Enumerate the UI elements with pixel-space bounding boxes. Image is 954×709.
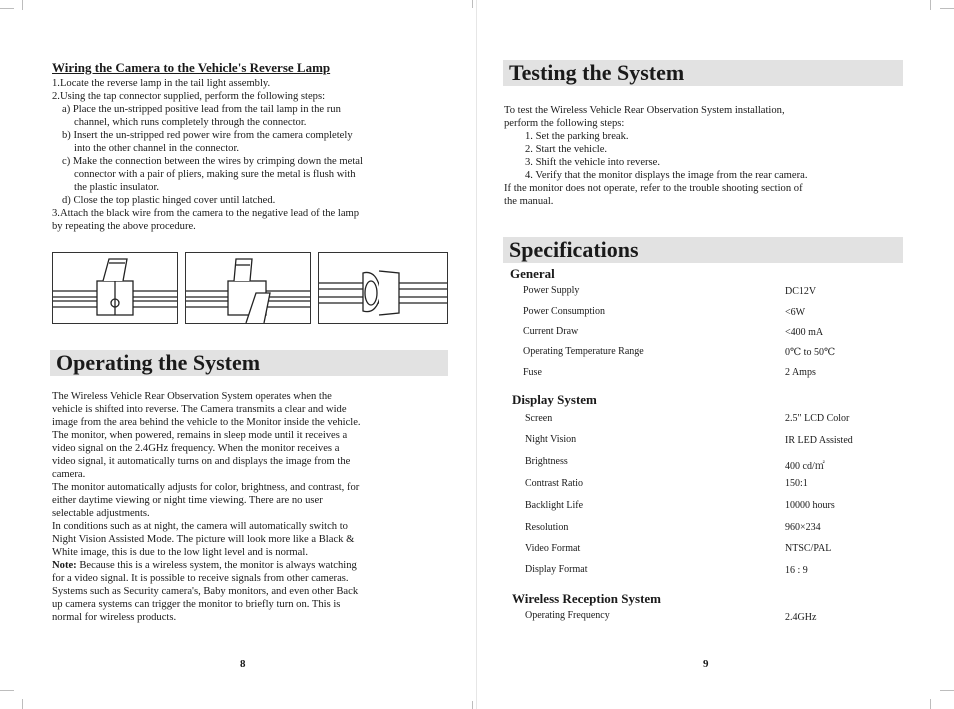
- operating-line: video signal on the 2.4GHz frequency. When the monitor receives a: [52, 443, 340, 454]
- wiring-line: 1.Locate the reverse lamp in the tail light assembly.: [52, 78, 271, 89]
- spec-label: Night Vision: [525, 434, 577, 445]
- spec-label: Backlight Life: [525, 500, 584, 511]
- spec-label: Power Supply: [523, 285, 580, 296]
- spec-label: Contrast Ratio: [525, 478, 584, 489]
- testing-line: To test the Wireless Vehicle Rear Observation System installation,: [504, 105, 785, 116]
- operating-line: In conditions such as at night, the camera will automatically switch to: [52, 521, 348, 532]
- page-number: 8: [240, 658, 246, 670]
- spec-label: Current Draw: [523, 326, 579, 337]
- spec-value: <400 mA: [785, 327, 824, 338]
- spec-label: Operating Frequency: [525, 610, 610, 621]
- spec-label: Power Consumption: [523, 306, 605, 317]
- specifications-title: Specifications: [509, 237, 639, 262]
- note-line: Systems such as Security camera's, Baby monitors, and even other Back: [52, 586, 359, 597]
- wiring-line: c) Make the connection between the wires by crimping down the metal: [62, 156, 363, 167]
- spec-value: DC12V: [785, 286, 817, 297]
- operating-header-bar: [50, 350, 448, 376]
- note-line: up camera systems can trigger the monitor to briefly turn on. This is: [52, 599, 341, 610]
- spec-value: 16 : 9: [785, 565, 808, 576]
- spec-label: Video Format: [525, 543, 581, 554]
- wiring-line: 2.Using the tap connector supplied, perform the following steps:: [52, 91, 326, 102]
- testing-header-bar: [503, 60, 903, 86]
- wireless-reception-heading: Wireless Reception System: [512, 591, 661, 606]
- general-heading: General: [510, 266, 555, 281]
- spec-label: Display Format: [525, 564, 588, 575]
- operating-title: Operating the System: [56, 350, 261, 375]
- spec-label: Screen: [525, 413, 553, 424]
- wiring-line: connector with a pair of pliers, making sure the metal is flush with: [74, 169, 356, 180]
- display-system-heading: Display System: [512, 392, 597, 407]
- spec-value: <6W: [785, 307, 806, 318]
- wiring-line: channel, which runs completely through the connector.: [74, 117, 307, 128]
- spec-label: Fuse: [523, 367, 542, 378]
- spec-value: NTSC/PAL: [785, 543, 832, 554]
- wiring-line: into the other channel in the connector.: [74, 143, 240, 154]
- spec-value: 960×234: [785, 522, 821, 533]
- wiring-title: Wiring the Camera to the Vehicle's Reverse Lamp: [52, 60, 331, 75]
- testing-line: perform the following steps:: [504, 118, 625, 129]
- spec-label: Operating Temperature Range: [523, 346, 644, 357]
- wiring-line: 3.Attach the black wire from the camera to the negative lead of the lamp: [52, 208, 360, 219]
- testing-line: the manual.: [504, 196, 554, 207]
- note-line: [52, 559, 357, 572]
- spec-value: 2 Amps: [785, 367, 816, 378]
- testing-line: 3. Shift the vehicle into reverse.: [525, 157, 661, 168]
- wiring-line: the plastic insulator.: [74, 182, 160, 193]
- spec-value: 0℃ to 50℃: [785, 347, 836, 358]
- connector-crimp-illustration: [185, 252, 311, 324]
- spec-value: IR LED Assisted: [785, 435, 853, 446]
- note-label: Note:: [52, 560, 77, 571]
- note-line: normal for wireless products.: [52, 612, 177, 623]
- operating-line: The Wireless Vehicle Rear Observation System operates when the: [52, 391, 332, 402]
- wiring-line: a) Place the un-stripped positive lead from the tail lamp in the run: [62, 104, 341, 115]
- spec-value: 2.5" LCD Color: [785, 413, 850, 424]
- operating-line: video signal, it automatically turns on and displays the image from the: [52, 456, 351, 467]
- testing-line: If the monitor does not operate, refer to the trouble shooting section of: [504, 183, 803, 194]
- page-number: 9: [703, 658, 709, 670]
- connector-open-illustration: [52, 252, 178, 324]
- connector-closed-illustration: [318, 252, 448, 324]
- page-left: [0, 0, 476, 709]
- note-line: for a video signal. It is possible to receive signals from other cameras.: [52, 573, 349, 584]
- operating-line: vehicle is shifted into reverse. The Camera transmits a clear and wide: [52, 404, 347, 415]
- operating-line: White image, this is due to the low light level and is normal.: [52, 547, 308, 558]
- operating-line: The monitor, when powered, remains in sleep mode until it receives a: [52, 430, 348, 441]
- spec-label: Brightness: [525, 456, 568, 467]
- operating-line: Night Vision Assisted Mode. The picture will look more like a Black &: [52, 534, 355, 545]
- operating-line: The monitor automatically adjusts for color, brightness, and contrast, for: [52, 482, 360, 493]
- operating-line: image from the area behind the vehicle to the Monitor inside the vehicle.: [52, 417, 361, 428]
- testing-line: 4. Verify that the monitor displays the image from the rear camera.: [525, 170, 808, 181]
- note-text: Because this is a wireless system, the monitor is always watching: [76, 560, 357, 571]
- operating-line: selectable adjustments.: [52, 508, 150, 519]
- wiring-line: by repeating the above procedure.: [52, 221, 196, 232]
- testing-line: 1. Set the parking break.: [525, 131, 629, 142]
- wiring-line: d) Close the top plastic hinged cover until latched.: [62, 195, 276, 206]
- spec-value: 400 cd/㎡: [785, 461, 825, 472]
- operating-line: camera.: [52, 469, 86, 480]
- testing-title: Testing the System: [509, 60, 685, 85]
- wiring-line: b) Insert the un-stripped red power wire from the camera completely: [62, 130, 353, 141]
- testing-line: 2. Start the vehicle.: [525, 144, 608, 155]
- spec-value: 2.4GHz: [785, 612, 817, 623]
- spec-label: Resolution: [525, 522, 569, 533]
- page-right: [477, 0, 954, 709]
- spec-value: 10000 hours: [785, 500, 835, 511]
- operating-line: either daytime viewing or night time viewing. There are no user: [52, 495, 323, 506]
- spec-value: 150:1: [785, 478, 808, 489]
- specifications-header-bar: [503, 237, 903, 263]
